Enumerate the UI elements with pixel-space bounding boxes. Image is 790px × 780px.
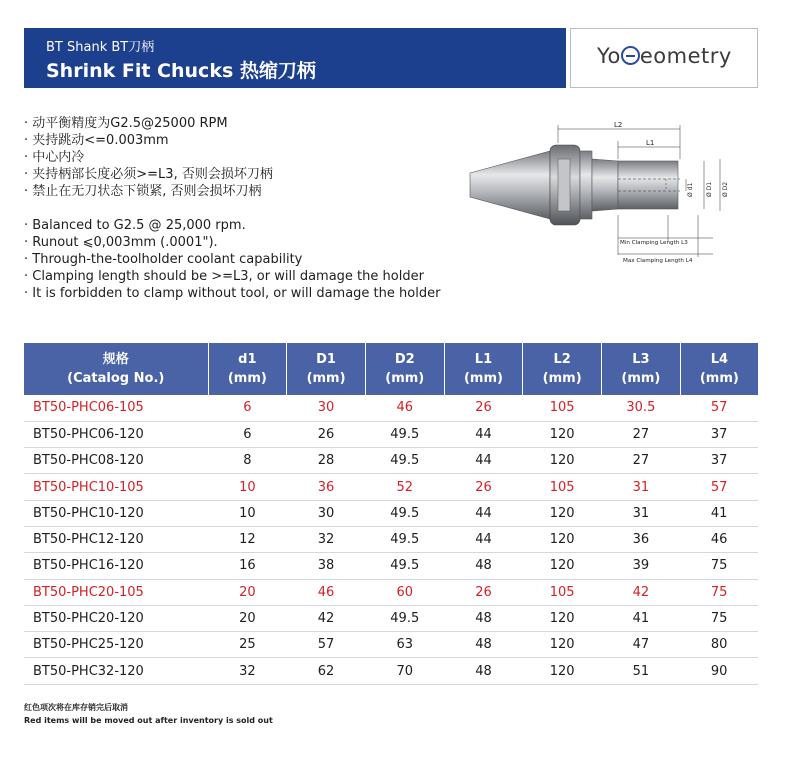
spec-value-cell: 39 bbox=[602, 553, 681, 579]
spec-value-cell: 75 bbox=[680, 605, 758, 631]
column-header-unit: (mm) bbox=[227, 371, 267, 386]
feature-item-cn-3: · 中心内冷 bbox=[24, 150, 85, 165]
spec-value-cell: 32 bbox=[208, 658, 287, 684]
table-row bbox=[24, 579, 758, 605]
feature-item-en-4: · Clamping length should be >=L3, or will damage the holder bbox=[24, 269, 424, 284]
catalog-number-cell: BT50-PHC08-120 bbox=[24, 448, 208, 474]
column-header-unit: (mm) bbox=[306, 371, 346, 386]
spec-value-cell: 44 bbox=[444, 421, 523, 447]
spec-value-cell: 25 bbox=[208, 632, 287, 658]
table-row bbox=[24, 421, 758, 447]
spec-value-cell: 12 bbox=[208, 526, 287, 552]
spec-value-cell: 44 bbox=[444, 448, 523, 474]
feature-spacer bbox=[24, 200, 464, 217]
catalog-number-cell: BT50-PHC16-120 bbox=[24, 553, 208, 579]
spec-value-cell: 38 bbox=[287, 553, 366, 579]
column-header-label: L2 bbox=[553, 352, 571, 367]
column-header-unit: (mm) bbox=[699, 371, 739, 386]
brand-logo bbox=[597, 44, 732, 68]
spec-value-cell: 26 bbox=[444, 395, 523, 421]
label-l1: L1 bbox=[646, 139, 655, 147]
spec-value-cell: 41 bbox=[680, 500, 758, 526]
page-title: Shrink Fit Chucks 热缩刀柄 bbox=[46, 60, 316, 82]
table-row bbox=[24, 658, 758, 684]
spec-value-cell: 20 bbox=[208, 579, 287, 605]
tool-holder-drawing bbox=[468, 115, 768, 275]
spec-value-cell: 6 bbox=[208, 421, 287, 447]
spec-value-cell: 48 bbox=[444, 605, 523, 631]
column-header-label: L4 bbox=[710, 352, 729, 367]
logo-prefix: Yo bbox=[597, 44, 621, 68]
feature-item-cn-2: · 夹持跳动<=0.003mm bbox=[24, 133, 169, 148]
spec-value-cell: 80 bbox=[680, 632, 758, 658]
spec-value-cell: 63 bbox=[365, 632, 444, 658]
spec-value-cell: 26 bbox=[287, 421, 366, 447]
catalog-number-cell: BT50-PHC20-105 bbox=[24, 579, 208, 605]
spec-value-cell: 48 bbox=[444, 632, 523, 658]
column-header-label: L1 bbox=[474, 352, 493, 367]
spec-value-cell: 42 bbox=[287, 605, 366, 631]
feature-item-cn-4: · 夹持柄部长度必须>=L3, 否则会损坏刀柄 bbox=[24, 167, 273, 182]
spec-value-cell: 75 bbox=[680, 579, 758, 605]
catalog-number-cell: BT50-PHC06-120 bbox=[24, 421, 208, 447]
spec-value-cell: 46 bbox=[365, 395, 444, 421]
logo-g-icon bbox=[621, 46, 640, 65]
header-banner bbox=[24, 28, 566, 88]
spec-value-cell: 10 bbox=[208, 474, 287, 500]
catalog-number-cell: BT50-PHC25-120 bbox=[24, 632, 208, 658]
spec-value-cell: 52 bbox=[365, 474, 444, 500]
drawing-taper bbox=[470, 151, 550, 219]
label-D2: Ø D2 bbox=[722, 181, 729, 197]
drawing-body bbox=[592, 159, 618, 211]
feature-item-cn-5: · 禁止在无刀状态下锁紧, 否则会损坏刀柄 bbox=[24, 184, 262, 199]
spec-value-cell: 57 bbox=[680, 395, 758, 421]
footnote-english: Red items will be moved out after inventory is sold out bbox=[24, 716, 273, 725]
spec-value-cell: 120 bbox=[523, 526, 602, 552]
catalog-number-cell: BT50-PHC32-120 bbox=[24, 658, 208, 684]
spec-value-cell: 120 bbox=[523, 605, 602, 631]
spec-value-cell: 30 bbox=[287, 395, 366, 421]
spec-value-cell: 49.5 bbox=[365, 448, 444, 474]
spec-value-cell: 120 bbox=[523, 448, 602, 474]
column-header-label: d1 bbox=[238, 352, 257, 367]
spec-value-cell: 57 bbox=[680, 474, 758, 500]
feature-item-en-3: · Through-the-toolholder coolant capability bbox=[24, 252, 303, 267]
table-row bbox=[24, 553, 758, 579]
spec-value-cell: 28 bbox=[287, 448, 366, 474]
spec-value-cell: 57 bbox=[287, 632, 366, 658]
table-row bbox=[24, 632, 758, 658]
spec-value-cell: 120 bbox=[523, 421, 602, 447]
column-header bbox=[208, 343, 287, 395]
spec-value-cell: 27 bbox=[602, 448, 681, 474]
spec-value-cell: 6 bbox=[208, 395, 287, 421]
spec-value-cell: 49.5 bbox=[365, 605, 444, 631]
column-header bbox=[444, 343, 523, 395]
table-row bbox=[24, 526, 758, 552]
catalog-number-cell: BT50-PHC10-105 bbox=[24, 474, 208, 500]
column-header bbox=[365, 343, 444, 395]
column-header bbox=[287, 343, 366, 395]
spec-value-cell: 32 bbox=[287, 526, 366, 552]
spec-value-cell: 48 bbox=[444, 553, 523, 579]
page-header bbox=[24, 28, 758, 88]
spec-value-cell: 120 bbox=[523, 658, 602, 684]
spec-value-cell: 120 bbox=[523, 553, 602, 579]
column-header-label: D1 bbox=[316, 352, 336, 367]
spec-value-cell: 47 bbox=[602, 632, 681, 658]
column-header bbox=[680, 343, 758, 395]
catalog-number-cell: BT50-PHC12-120 bbox=[24, 526, 208, 552]
spec-value-cell: 8 bbox=[208, 448, 287, 474]
catalog-number-cell: BT50-PHC06-105 bbox=[24, 395, 208, 421]
label-D1: Ø D1 bbox=[706, 181, 713, 197]
spec-value-cell: 49.5 bbox=[365, 526, 444, 552]
column-header-unit: (Catalog No.) bbox=[67, 371, 165, 386]
spec-value-cell: 16 bbox=[208, 553, 287, 579]
column-header-unit: (mm) bbox=[621, 371, 661, 386]
spec-value-cell: 120 bbox=[523, 632, 602, 658]
label-l4: Max Clamping Length L4 bbox=[623, 258, 693, 264]
spec-value-cell: 26 bbox=[444, 579, 523, 605]
spec-value-cell: 46 bbox=[680, 526, 758, 552]
spec-value-cell: 105 bbox=[523, 474, 602, 500]
column-header bbox=[602, 343, 681, 395]
spec-value-cell: 31 bbox=[602, 474, 681, 500]
table-row bbox=[24, 500, 758, 526]
feature-item-cn-1: · 动平衡精度为G2.5@25000 RPM bbox=[24, 116, 228, 131]
spec-value-cell: 41 bbox=[602, 605, 681, 631]
spec-value-cell: 49.5 bbox=[365, 421, 444, 447]
spec-value-cell: 37 bbox=[680, 448, 758, 474]
label-d1: Ø d1 bbox=[687, 182, 694, 197]
spec-value-cell: 49.5 bbox=[365, 553, 444, 579]
spec-value-cell: 37 bbox=[680, 421, 758, 447]
spec-value-cell: 105 bbox=[523, 579, 602, 605]
column-header bbox=[24, 343, 208, 395]
column-header-label: 规格 bbox=[102, 352, 129, 367]
spec-value-cell: 27 bbox=[602, 421, 681, 447]
column-header-label: D2 bbox=[394, 352, 415, 367]
column-header-unit: (mm) bbox=[463, 371, 503, 386]
spec-value-cell: 42 bbox=[602, 579, 681, 605]
table-body bbox=[24, 395, 758, 684]
footnote-chinese: 红色项次将在库存销完后取消 bbox=[24, 703, 128, 712]
feature-item-en-5: · It is forbidden to clamp without tool, or will damage the holder bbox=[24, 286, 441, 301]
table-row bbox=[24, 448, 758, 474]
logo-box bbox=[570, 28, 758, 88]
spec-value-cell: 51 bbox=[602, 658, 681, 684]
catalog-number-cell: BT50-PHC10-120 bbox=[24, 500, 208, 526]
logo-suffix: eometry bbox=[639, 44, 732, 68]
table-row bbox=[24, 395, 758, 421]
table-row bbox=[24, 605, 758, 631]
spec-value-cell: 44 bbox=[444, 500, 523, 526]
column-header-unit: (mm) bbox=[385, 371, 425, 386]
spec-value-cell: 62 bbox=[287, 658, 366, 684]
spec-value-cell: 70 bbox=[365, 658, 444, 684]
spec-value-cell: 46 bbox=[287, 579, 366, 605]
spec-value-cell: 120 bbox=[523, 500, 602, 526]
label-l3: Min Clamping Length L3 bbox=[620, 240, 688, 246]
feature-item-en-2: · Runout ⩽0,003mm (.0001"). bbox=[24, 235, 218, 250]
column-header bbox=[523, 343, 602, 395]
spec-table bbox=[24, 343, 758, 685]
feature-list bbox=[24, 115, 464, 302]
spec-value-cell: 90 bbox=[680, 658, 758, 684]
spec-value-cell: 105 bbox=[523, 395, 602, 421]
feature-item-en-1: · Balanced to G2.5 @ 25,000 rpm. bbox=[24, 218, 246, 233]
spec-value-cell: 30.5 bbox=[602, 395, 681, 421]
spec-value-cell: 10 bbox=[208, 500, 287, 526]
spec-value-cell: 60 bbox=[365, 579, 444, 605]
spec-value-cell: 26 bbox=[444, 474, 523, 500]
column-header-unit: (mm) bbox=[542, 371, 582, 386]
spec-value-cell: 36 bbox=[287, 474, 366, 500]
spec-value-cell: 75 bbox=[680, 553, 758, 579]
table-row bbox=[24, 474, 758, 500]
spec-value-cell: 30 bbox=[287, 500, 366, 526]
label-l2: L2 bbox=[614, 121, 623, 129]
spec-value-cell: 31 bbox=[602, 500, 681, 526]
spec-value-cell: 44 bbox=[444, 526, 523, 552]
header-subtitle: BT Shank BT刀柄 bbox=[46, 40, 155, 55]
spec-value-cell: 48 bbox=[444, 658, 523, 684]
spec-value-cell: 49.5 bbox=[365, 500, 444, 526]
table-header-row bbox=[24, 343, 758, 395]
column-header-label: L3 bbox=[632, 352, 650, 367]
spec-value-cell: 20 bbox=[208, 605, 287, 631]
spec-value-cell: 36 bbox=[602, 526, 681, 552]
catalog-number-cell: BT50-PHC20-120 bbox=[24, 605, 208, 631]
